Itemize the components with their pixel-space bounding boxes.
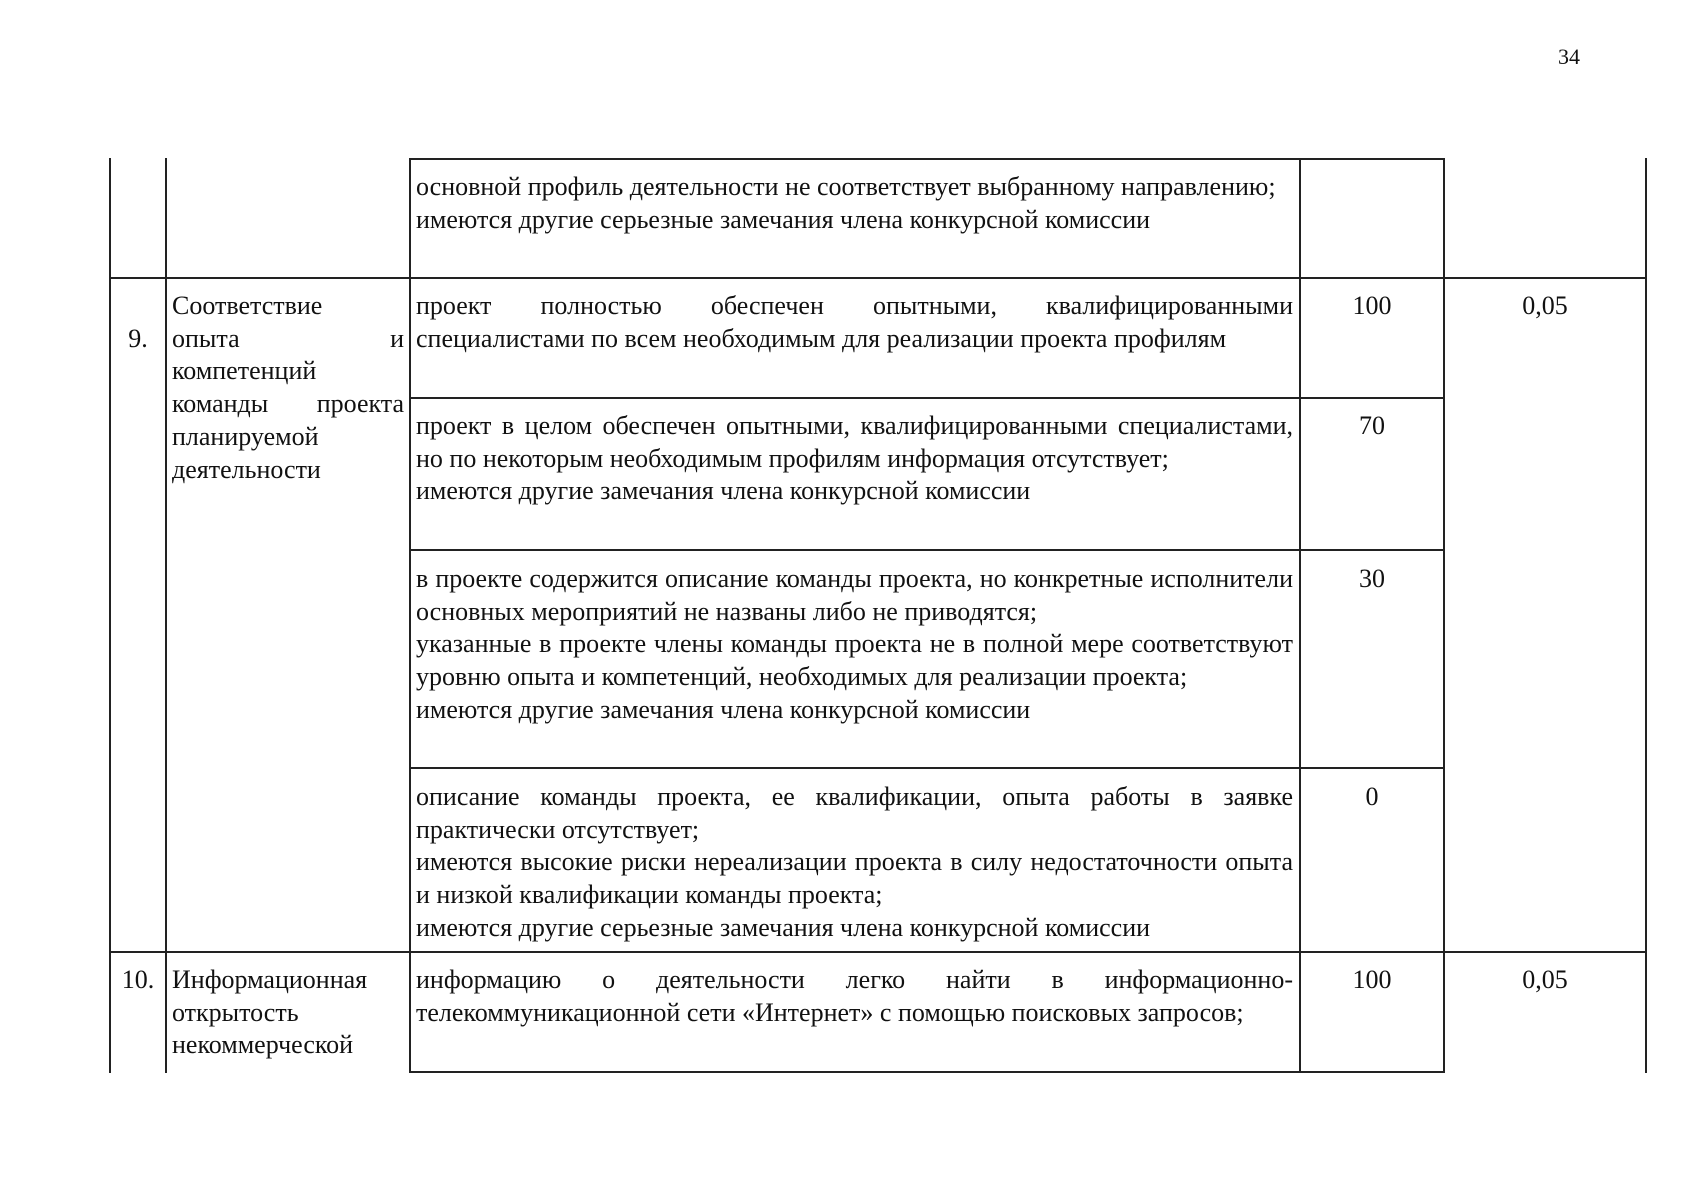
description-line: информацию о деятельности легко найти в информационно-телекоммуникационной сети «Интернет» с помощью поисковых запросов; bbox=[416, 965, 1293, 1027]
criterion-name bbox=[172, 290, 404, 486]
row-number: 9. bbox=[128, 324, 148, 353]
description-line: имеются другие замечания члена конкурсной комиссии bbox=[416, 476, 1031, 506]
criterion-line: открытость bbox=[172, 997, 299, 1027]
page-number: 34 bbox=[1558, 44, 1580, 69]
option-score: 100 bbox=[1352, 965, 1392, 994]
description-line: проект в целом обеспечен опытными, квалифицированными специалистами, но по некоторым необходимым профилям информация отсутствует; bbox=[416, 411, 1293, 473]
option-score: 70 bbox=[1359, 411, 1385, 440]
description-line: проект полностью обеспечен опытными, квалифицированными специалистами по всем необходимым для реализации проекта профилям bbox=[416, 291, 1293, 353]
option-score: 0 bbox=[1365, 782, 1379, 811]
criterion-line: Информационная bbox=[172, 965, 368, 994]
option-description bbox=[416, 563, 1293, 727]
description-line: имеются другие серьезные замечания члена конкурсной комиссии bbox=[416, 912, 1151, 942]
option-description bbox=[416, 964, 1293, 1029]
row-number: 10. bbox=[121, 965, 155, 994]
option-description bbox=[416, 290, 1293, 355]
description-line: имеются другие замечания члена конкурсной комиссии bbox=[416, 694, 1031, 724]
criterion-weight: 0,05 bbox=[1522, 291, 1568, 320]
description-line: в проекте содержится описание команды проекта, но конкретные исполнители основных мероприятий не названы либо не приводятся; bbox=[416, 564, 1293, 626]
criterion-weight: 0,05 bbox=[1522, 965, 1568, 994]
description-line: имеются другие серьезные замечания члена конкурсной комиссии bbox=[416, 204, 1151, 234]
row-9-option-4-border bbox=[409, 767, 1445, 769]
criterion-line: опыта и bbox=[172, 323, 404, 353]
table-border-left bbox=[109, 158, 111, 1073]
row-9-top-border bbox=[109, 277, 1646, 279]
description-line: имеются высокие риски нереализации проекта в силу недостаточности опыта и низкой квалификации команды проекта; bbox=[416, 847, 1293, 910]
option-description bbox=[416, 410, 1293, 508]
continuation-top-border bbox=[409, 158, 1445, 160]
row-10-bottom-border bbox=[409, 1071, 1445, 1073]
description-line: описание команды проекта, ее квалификации, опыта работы в заявке практически отсутствует; bbox=[416, 782, 1293, 844]
option-score: 30 bbox=[1359, 564, 1385, 593]
option-score: 100 bbox=[1352, 291, 1392, 320]
criterion-line: Соответствие bbox=[172, 291, 323, 320]
criterion-line: деятельности bbox=[172, 454, 321, 484]
table-border-right bbox=[1645, 158, 1647, 1073]
criterion-line: планируемой bbox=[172, 421, 319, 451]
table-divider-number bbox=[165, 158, 167, 1073]
row-10-top-border bbox=[109, 951, 1646, 953]
criterion-name bbox=[172, 964, 404, 1062]
table-divider-criterion bbox=[409, 158, 411, 1073]
description-line: указанные в проекте члены команды проекта не в полной мере соответствуют уровню опыта и компетенций, необходимых для реализации проекта; bbox=[416, 629, 1293, 692]
criterion-line: команды проекта bbox=[172, 389, 404, 419]
criterion-line: некоммерческой bbox=[172, 1030, 354, 1060]
row-9-option-2-border bbox=[409, 397, 1445, 399]
row-9-option-3-border bbox=[409, 549, 1445, 551]
continuation-description bbox=[416, 171, 1293, 236]
criterion-line: компетенций bbox=[172, 356, 317, 386]
option-description bbox=[416, 781, 1293, 945]
description-line: основной профиль деятельности не соответствует выбранному направлению; bbox=[416, 172, 1276, 201]
